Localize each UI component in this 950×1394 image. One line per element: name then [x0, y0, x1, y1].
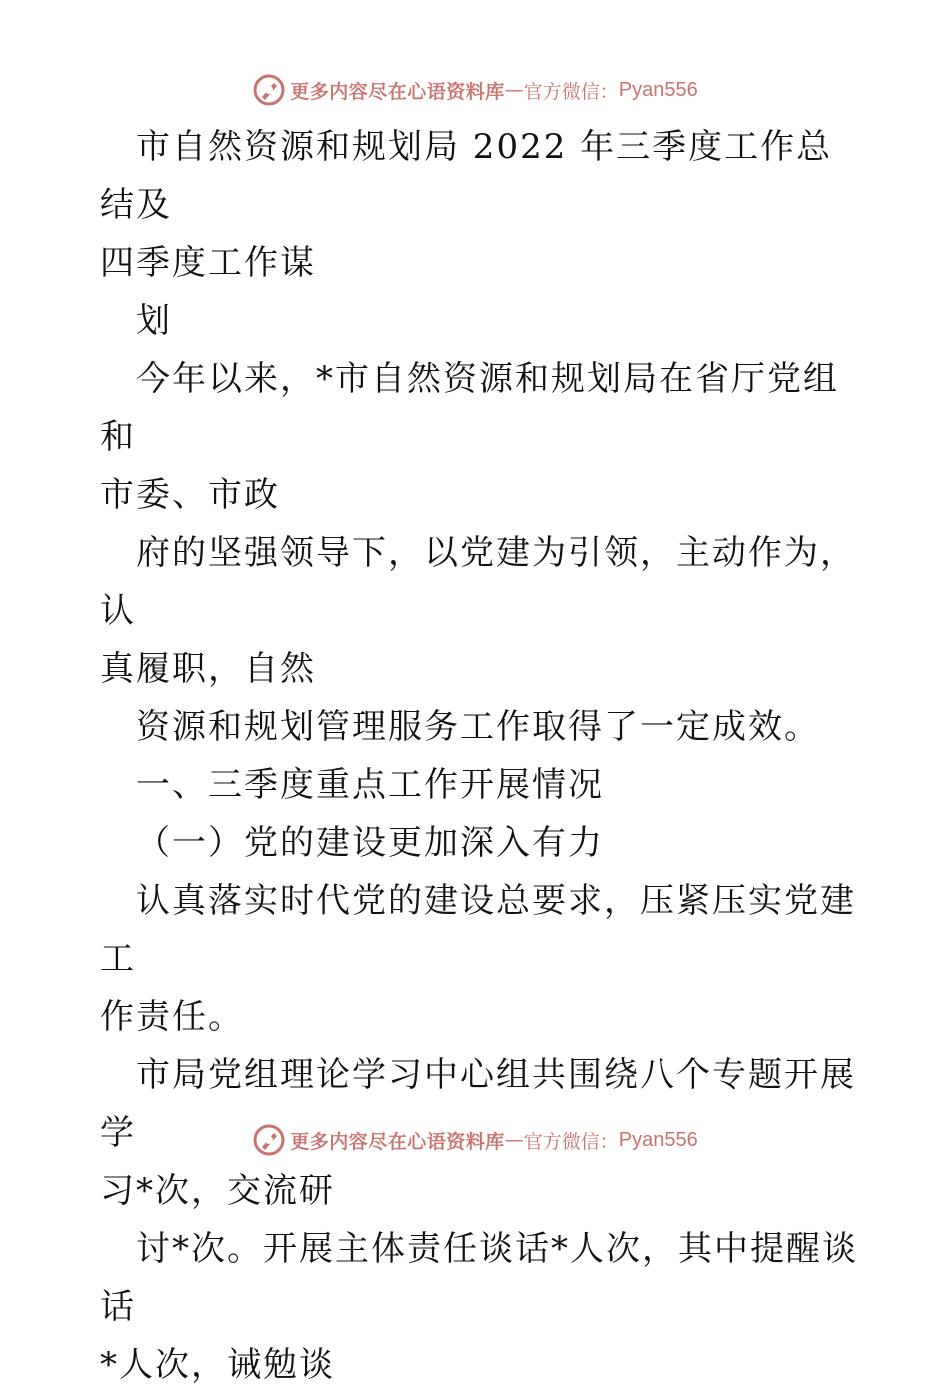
- doc-line: 资源和规划管理服务工作取得了一定成效。: [136, 707, 820, 747]
- document-body: [100, 118, 860, 1394]
- watermark-separator: —: [504, 1129, 524, 1151]
- watermark-official: 官方微信：: [523, 1130, 619, 1153]
- doc-line: 认真落实时代党的建设总要求，压紧压实党建工: [100, 881, 856, 979]
- doc-line: 划: [136, 301, 172, 341]
- doc-line: 习*次，交流研: [100, 1171, 335, 1211]
- doc-line: 市委、市政: [100, 475, 280, 515]
- watermark-separator: —: [504, 79, 524, 101]
- doc-line: 真履职，自然: [100, 649, 316, 689]
- doc-line: 一、三季度重点工作开展情况: [136, 765, 604, 805]
- doc-line: 市局党组理论学习中心组共围绕八个专题开展学: [100, 1055, 856, 1153]
- doc-line: 四季度工作谋: [100, 243, 316, 283]
- watermark-id: Pyan556: [618, 78, 698, 101]
- pen-logo-icon: [252, 73, 286, 107]
- watermark-official: 官方微信：: [523, 80, 619, 103]
- watermark-footer: [0, 1120, 950, 1160]
- watermark-text: 更多内容尽在心语资料库: [290, 1130, 505, 1153]
- doc-line: 今年以来，*市自然资源和规划局在省厅党组和: [100, 359, 839, 457]
- watermark-text: 更多内容尽在心语资料库: [290, 80, 505, 103]
- doc-line: 府的坚强领导下，以党建为引领，主动作为，认: [100, 533, 856, 631]
- doc-line: 讨*次。开展主体责任谈话*人次，其中提醒谈话: [100, 1229, 858, 1327]
- doc-line: （一）党的建设更加深入有力: [136, 823, 604, 863]
- watermark-header: [0, 70, 950, 110]
- doc-line: *人次，诫勉谈: [100, 1345, 335, 1385]
- doc-line: 市自然资源和规划局 2022 年三季度工作总结及: [100, 127, 833, 225]
- pen-logo-icon: [252, 1123, 286, 1157]
- doc-line: 作责任。: [100, 997, 244, 1037]
- watermark-id: Pyan556: [618, 1128, 698, 1151]
